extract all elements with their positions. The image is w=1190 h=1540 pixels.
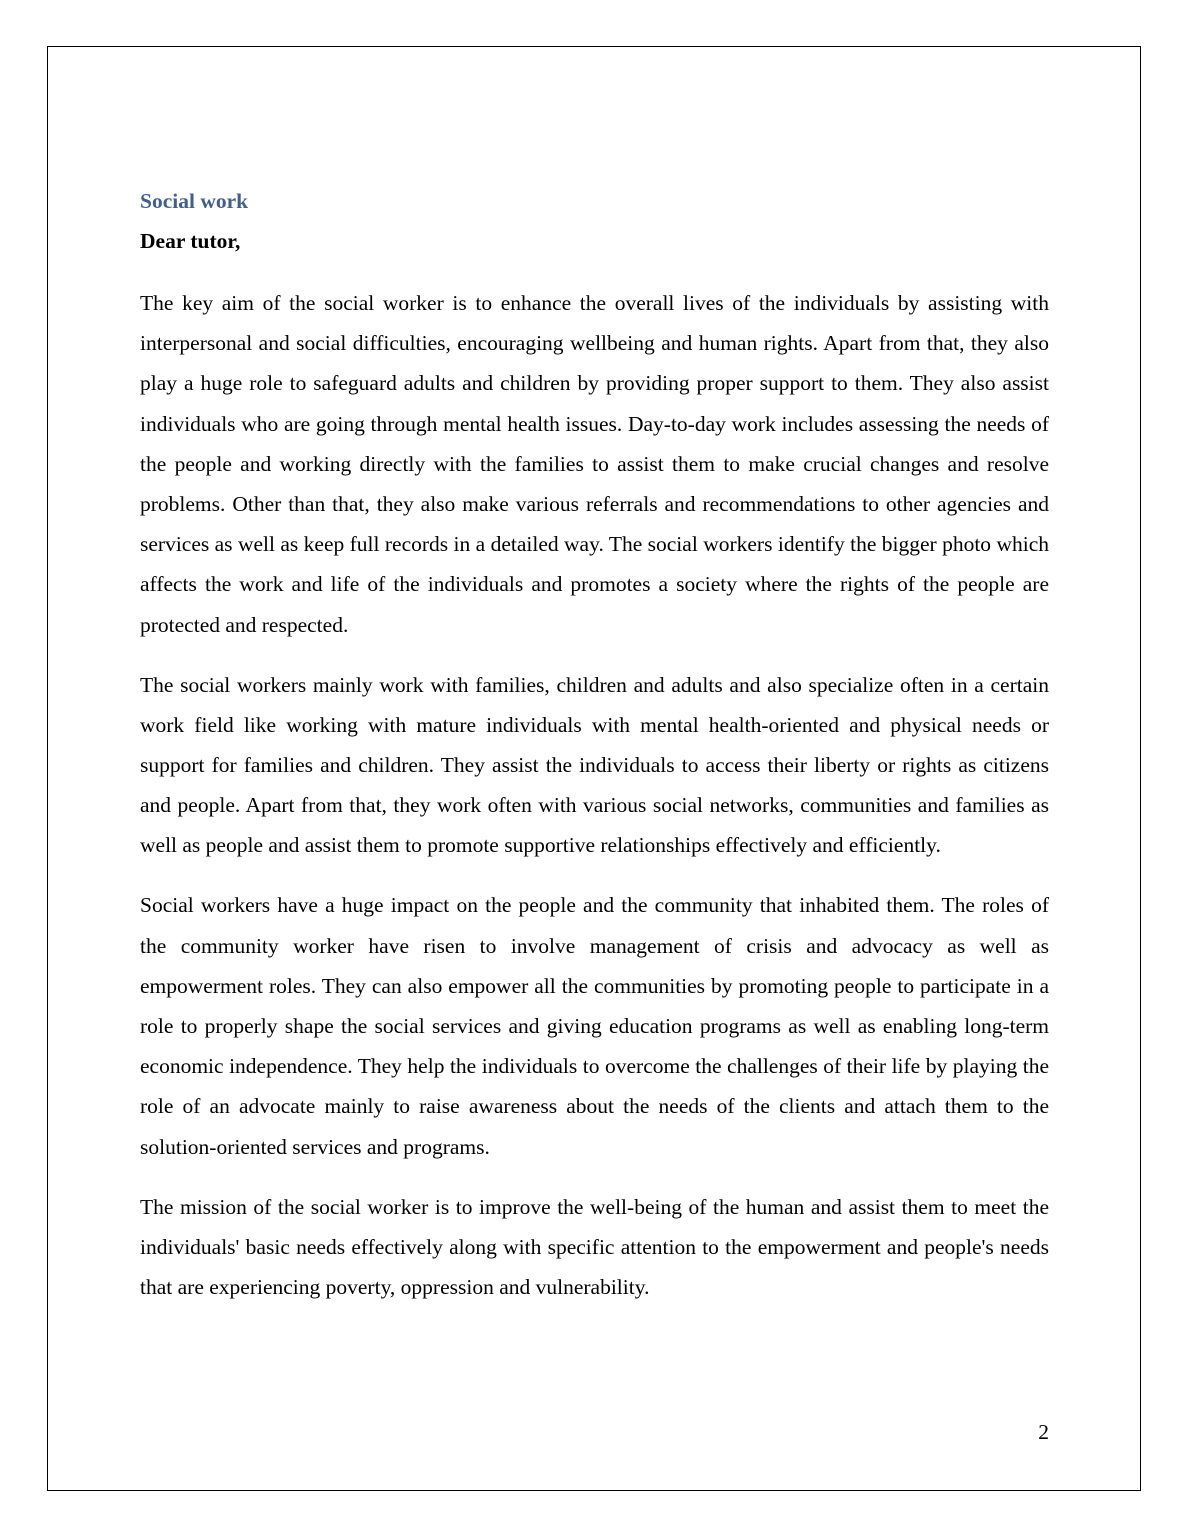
- page-number: 2: [1038, 1420, 1049, 1444]
- paragraph-2: The social workers mainly work with families, children and adults and also specialize often in a certain work field like working with mature individuals with mental health-oriented and physical needs or support for families and children. They assist the individuals to access their liberty or rights as citizens and people. Apart from that, they work often with various social networks, communities and families as well as people and assist them to promote supportive relationships effectively and efficiently.: [140, 672, 1049, 858]
- paragraph-1: The key aim of the social worker is to enhance the overall lives of the individuals by assisting with interpersonal and social difficulties, encouraging wellbeing and human rights. Apart from that, they also play a huge role to safeguard adults and children by providing proper support to them. They also assist individuals who are going through mental health issues. Day-to-day work includes assessing the needs of the people and working directly with the families to assist them to make crucial changes and resolve problems. Other than that, they also make various referrals and recommendations to other agencies and services as well as keep full records in a detailed way. The social workers identify the bigger photo which affects the work and life of the individuals and promotes a society where the rights of the people are protected and respected.: [140, 291, 1049, 637]
- paragraph-4: The mission of the social worker is to improve the well-being of the human and assist them to meet the individuals' basic needs effectively along with specific attention to the empowerment and people's needs that are experiencing poverty, oppression and vulnerability.: [140, 1194, 1049, 1300]
- salutation: Dear tutor,: [140, 229, 241, 253]
- paragraph-3: Social workers have a huge impact on the people and the community that inhabited them. The roles of the community worker have risen to involve management of crisis and advocacy as well as empowerment roles. They can also empower all the communities by promoting people to participate in a role to properly shape the social services and giving education programs as well as enabling long-term economic independence. They help the individuals to overcome the challenges of their life by playing the role of an advocate mainly to raise awareness about the needs of the clients and attach them to the solution-oriented services and programs.: [140, 893, 1049, 1159]
- page-title: Social work: [140, 189, 249, 213]
- document-body: [140, 183, 1049, 1307]
